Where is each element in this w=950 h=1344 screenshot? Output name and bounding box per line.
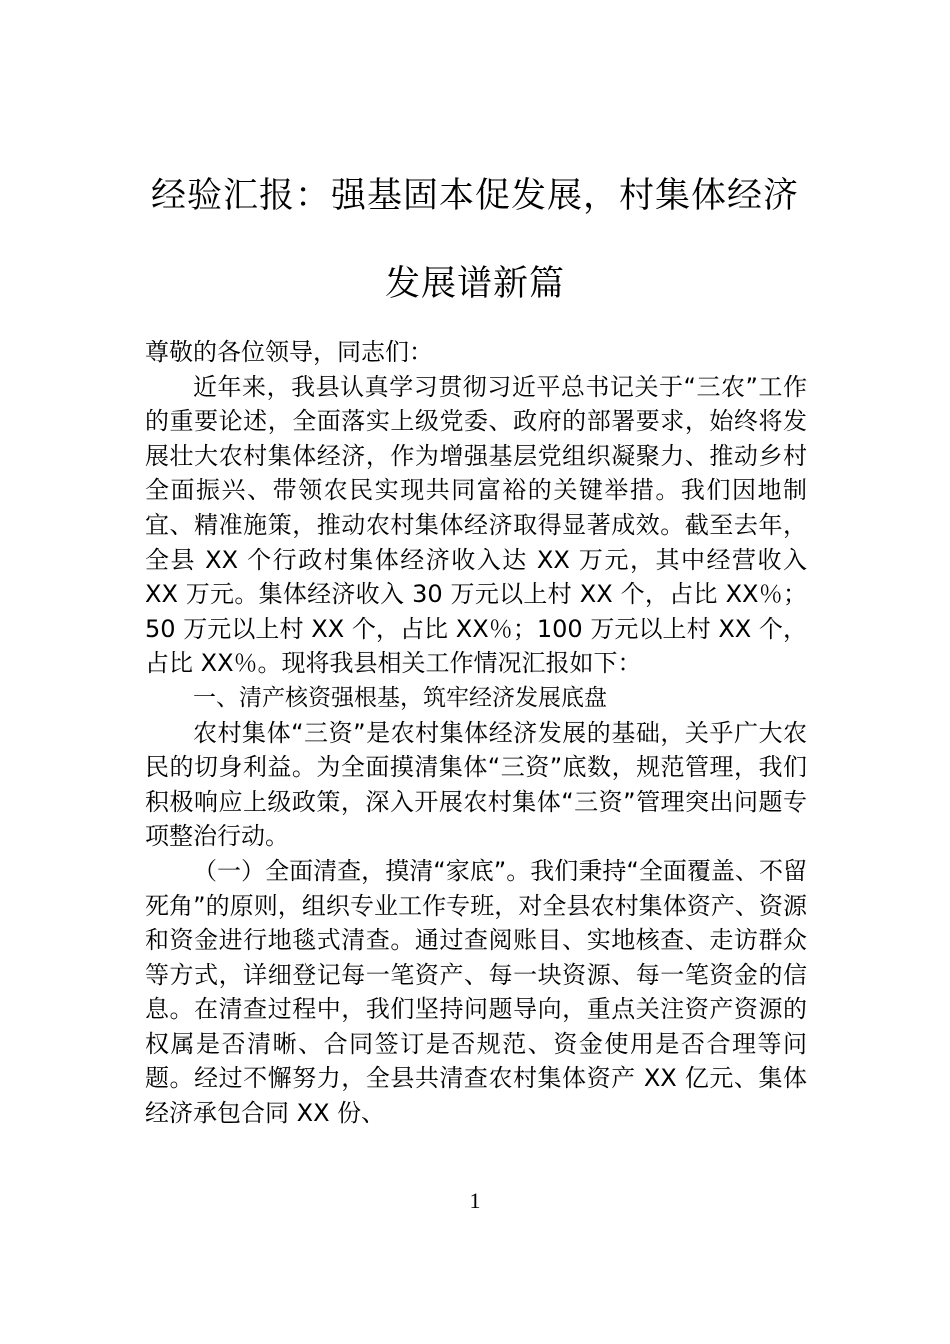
section-paragraph: 农村集体“三资”是农村集体经济发展的基础，关乎广大农民的切身利益。为全面摸清集体“三资”底数，规范管理，我们积极响应上级政策，深入开展农村集体“三资”管理突出问题专项整治行动。 [145,718,807,851]
title-line-1: 经验汇报：强基固本促发展，村集体经济 [150,176,799,216]
page-number: 1 [469,1188,481,1213]
subsection-paragraph: （一）全面清查，摸清“家底”。我们秉持“全面覆盖、不留死角”的原则，组织专业工作专班，对全县农村集体资产、资源和资金进行地毯式清查。通过查阅账目、实地核查、走访群众等方式，详细登记每一笔资产、每一块资源、每一笔资金的信息。在清查过程中，我们坚持问题导向，重点关注资产资源的权属是否清晰、合同签订是否规范、资金使用是否合理等问题。经过不懈努力，全县共清查农村集体资产 XX 亿元、集体经济承包合同 XX 份、 [145,856,807,1128]
section-heading-1: 一、清产核资强根基，筑牢经济发展底盘 [193,684,607,711]
salutation: 尊敬的各位领导，同志们： [145,338,433,366]
title-line-2: 发展谱新篇 [384,264,565,304]
document-title [140,152,810,328]
document-body [145,335,807,1131]
intro-paragraph: 近年来，我县认真学习贯彻习近平总书记关于“三农”工作的重要论述，全面落实上级党委、政府的部署要求，始终将发展壮大农村集体经济，作为增强基层党组织凝聚力、推动乡村全面振兴、带领农民实现共同富裕的关键举措。我们因地制宜、精准施策，推动农村集体经济取得显著成效。截至去年，全县 XX 个行政村集体经济收入达 XX 万元，其中经营收入 XX 万元。集体经济收入 30 万元以上村 XX 个，占比 XX％；50 万元以上村 XX 个，占比 XX％；100 万元以上村 XX 个，占比 XX％。现将我县相关工作情况汇报如下： [145,372,807,678]
